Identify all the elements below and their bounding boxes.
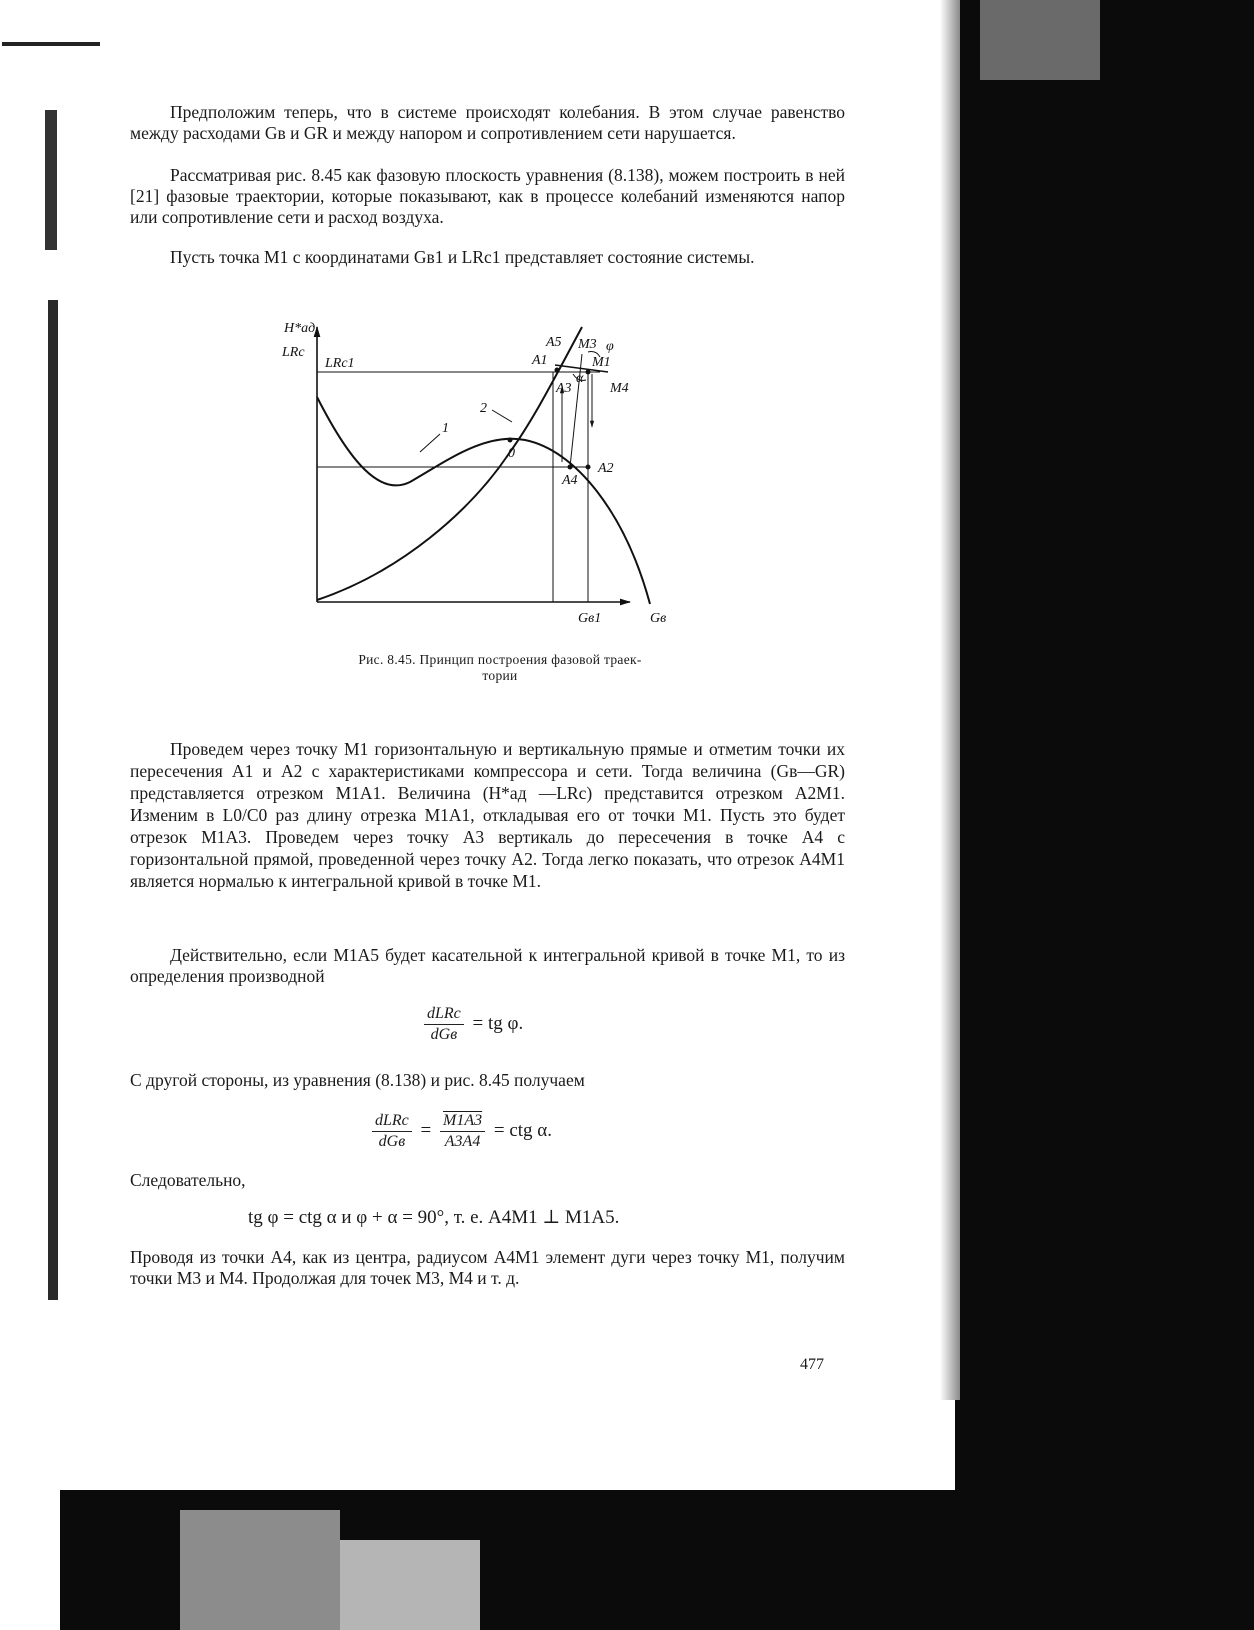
- label-a3: A3: [556, 381, 572, 396]
- label-x-tick: Gв1: [578, 611, 602, 626]
- label-a2: A2: [598, 461, 614, 476]
- formula-2-fraction-2: [440, 1112, 485, 1151]
- formula-2: [368, 1112, 552, 1151]
- leader-1: [420, 434, 440, 452]
- label-alpha: α: [576, 371, 584, 386]
- paragraph-3: Пусть точка M1 с координатами Gв1 и LRс1 представляет состояние системы.: [170, 247, 755, 267]
- page-number: 477: [800, 1356, 824, 1373]
- curve-1: [317, 397, 650, 604]
- paragraph-6: С другой стороны, из уравнения (8.138) и рис. 8.45 получаем: [130, 1070, 585, 1090]
- label-y-bottom: LRc: [282, 345, 305, 360]
- phase-plane-figure: [270, 312, 690, 632]
- formula-1-fraction: [424, 1005, 464, 1044]
- paragraph-1: Предположим теперь, что в системе происходят колебания. В этом случае равенство между расходами Gв и GR и между напором и сопротивлением сети нарушается.: [130, 102, 845, 143]
- formula-1-denominator: dGв: [430, 1026, 458, 1043]
- point-a4: [568, 465, 573, 470]
- formula-2-eq: =: [420, 1119, 432, 1141]
- scan-mark-left: [48, 300, 58, 1300]
- formula-1: [420, 1005, 523, 1044]
- leader-2: [492, 410, 512, 422]
- scan-edge-bottom-gray2: [340, 1540, 480, 1630]
- formula-1-numerator: dLRc: [424, 1005, 464, 1025]
- paragraph-7: Следовательно,: [130, 1170, 246, 1190]
- point-o: [508, 438, 513, 443]
- paragraph-5: Действительно, если M1A5 будет касательной к интегральной кривой в точке M1, то из определения производной: [130, 945, 845, 986]
- label-point-o: 0: [508, 446, 515, 461]
- label-y-top: H*ад: [284, 321, 316, 336]
- label-a5: A5: [546, 335, 562, 350]
- formula-2-numerator-1: dLRc: [372, 1112, 412, 1132]
- label-y-tick: LRc1: [325, 356, 355, 371]
- paragraph-4: Проведем через точку M1 горизонтальную и вертикальную прямые и отметим точки их пересечения A1 и A2 с характеристиками компрессора и сети. Тогда величина (Gв—GR) представляется отрезком M1A1. Величина (H*ад —LRс) представится отрезком A2M1. Изменим в L0/C0 раз длину отрезка M1A1, откладывая его от точки M1. Пусть это будет отрезок M1A3. Проведем через точку A3 вертикаль до пересечения в точке A4 с горизонтальной прямой, проведенной через точку A2. Тогда легко показать, что отрезок A4M1 является нормалью к интегральной кривой в точке M1.: [130, 739, 845, 891]
- scan-edge-right-gray: [940, 0, 960, 1400]
- label-m1: M1: [592, 355, 611, 370]
- label-curve-1: 1: [442, 421, 449, 436]
- point-a1: [555, 368, 560, 373]
- label-m4: M4: [610, 381, 629, 396]
- label-a4: A4: [562, 473, 578, 488]
- caption-line-1: Рис. 8.45. Принцип построения фазовой траек-: [358, 652, 642, 667]
- label-phi: φ: [606, 339, 614, 354]
- label-a1: A1: [532, 353, 548, 368]
- point-m1: [586, 370, 591, 375]
- label-x-axis: Gв: [650, 611, 667, 626]
- formula-2-rhs: = ctg α.: [493, 1119, 552, 1141]
- label-curve-2: 2: [480, 401, 487, 416]
- caption-line-2: тории: [482, 668, 518, 683]
- figure-caption: [280, 652, 720, 684]
- formula-2-fraction-1: [372, 1112, 412, 1151]
- scan-edge-top-right: [980, 0, 1100, 80]
- formula-1-rhs: = tg φ.: [472, 1012, 524, 1034]
- point-a2: [586, 465, 591, 470]
- formula-3: tg φ = ctg α и φ + α = 90°, т. е. A4M1 ⊥ M1A5.: [248, 1207, 620, 1228]
- label-m3: M3: [578, 337, 597, 352]
- formula-2-denominator-1: dGв: [378, 1133, 406, 1150]
- scan-edge-bottom-gray: [180, 1510, 340, 1630]
- scan-edge-right: [955, 0, 1254, 1630]
- scan-mark-left2: [45, 110, 57, 250]
- formula-2-denominator-2: A3A4: [444, 1133, 481, 1150]
- paragraph-8: Проводя из точки A4, как из центра, радиусом A4M1 элемент дуги через точку M1, получим точки M3 и M4. Продолжая для точек M3, M4 и т. д.: [130, 1247, 845, 1288]
- paragraph-2: Рассматривая рис. 8.45 как фазовую плоскость уравнения (8.138), можем построить в ней [21] фазовые траектории, которые показывают, как в процессе колебаний изменяются напор или сопротивление сети и расход воздуха.: [130, 165, 845, 227]
- formula-2-numerator-2: M1A3: [440, 1112, 485, 1132]
- scan-mark-top: [2, 42, 100, 46]
